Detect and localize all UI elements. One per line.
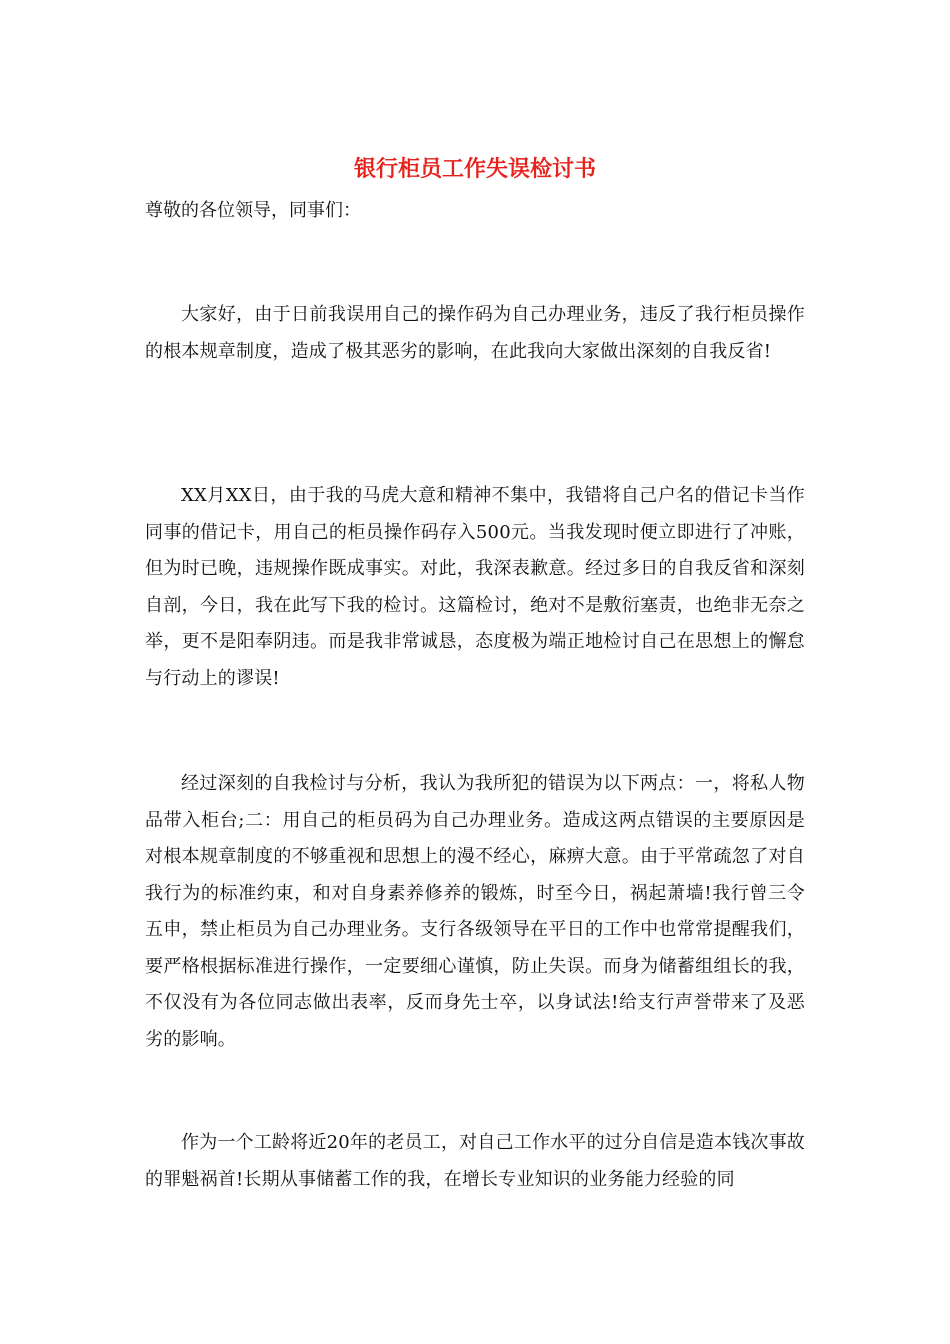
paragraph-1: 大家好，由于日前我误用自己的操作码为自己办理业务，违反了我行柜员操作的根本规章制度，造成了极其恶劣的影响，在此我向大家做出深刻的自我反省!: [145, 304, 805, 362]
document-title: 银行柜员工作失误检讨书: [353, 156, 596, 182]
paragraph-4: 作为一个工龄将近20年的老员工，对自己工作水平的过分自信是造本钱次事故的罪魁祸首!长期从事储蓄工作的我，在增长专业知识的业务能力经验的同: [145, 1132, 805, 1190]
salutation: 尊敬的各位领导，同事们：: [145, 200, 361, 221]
paragraph-2: XX月XX日，由于我的马虎大意和精神不集中，我错将自己户名的借记卡当作同事的借记卡，用自己的柜员操作码存入500元。当我发现时便立即进行了冲账，但为时已晚，违规操作既成事实。对此，我深表歉意。经过多日的自我反省和深刻自剖，今日，我在此写下我的检讨。这篇检讨，绝对不是敷衍塞责，也绝非无奈之举，更不是阳奉阴违。而是我非常诚恳，态度极为端正地检讨自己在思想上的懈怠与行动上的谬误!: [145, 485, 805, 689]
paragraph-3: 经过深刻的自我检讨与分析，我认为我所犯的错误为以下两点：一，将私人物品带入柜台;二：用自己的柜员码为自己办理业务。造成这两点错误的主要原因是对根本规章制度的不够重视和思想上的漫不经心，麻痹大意。由于平常疏忽了对自我行为的标准约束，和对自身素养修养的锻炼，时至今日，祸起萧墙!我行曾三令五申，禁止柜员为自己办理业务。支行各级领导在平日的工作中也常常提醒我们，要严格根据标准进行操作，一定要细心谨慎，防止失误。而身为储蓄组组长的我，不仅没有为各位同志做出表率，反而身先士卒，以身试法!给支行声誉带来了及恶劣的影响。: [145, 773, 805, 1050]
